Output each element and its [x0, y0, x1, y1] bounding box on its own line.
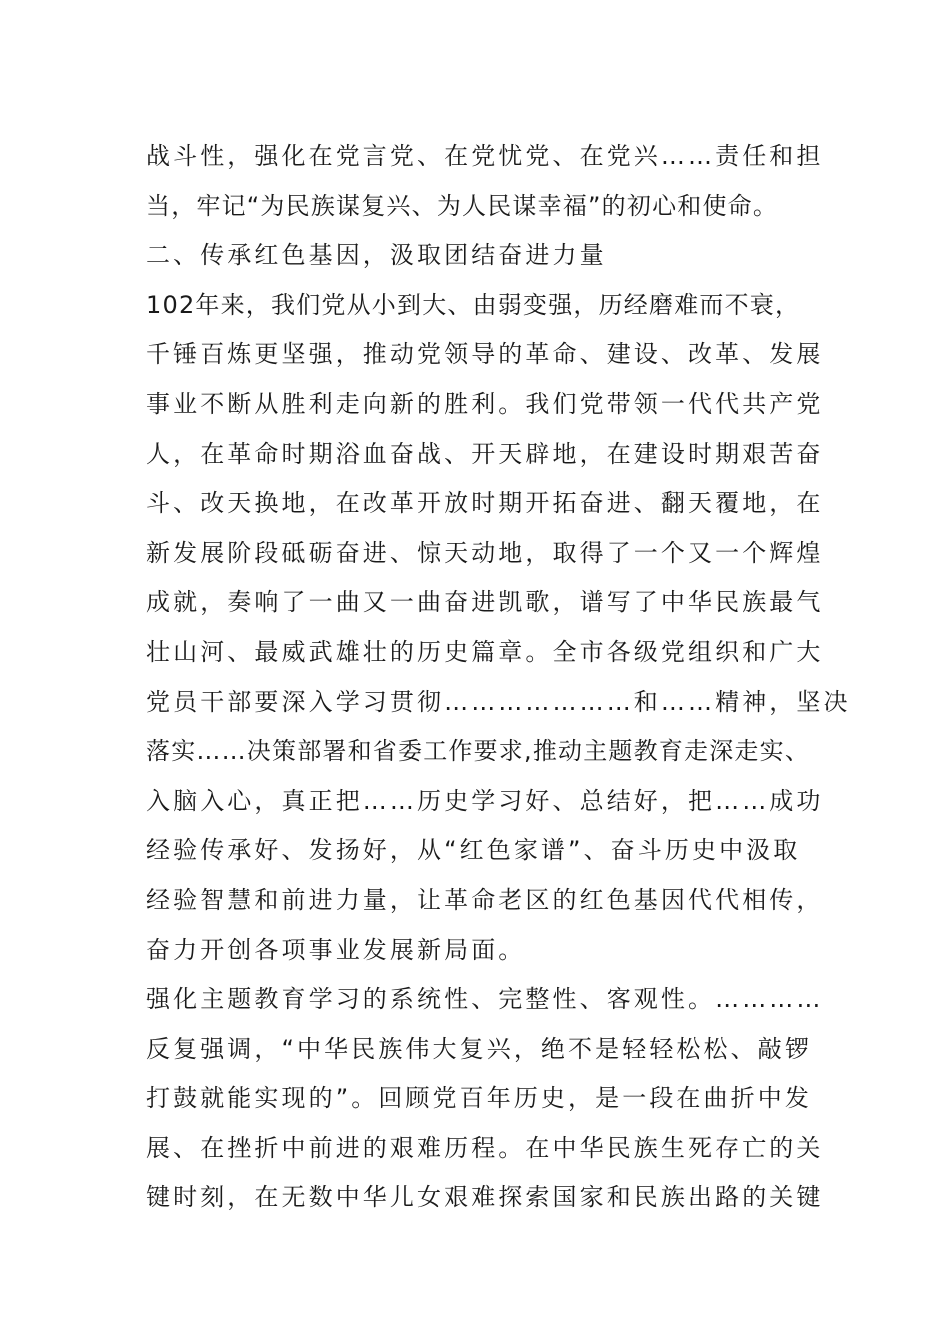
text-line-6: 事业不断从胜利走向新的胜利。我们党带领一代代共产党: [146, 389, 824, 418]
text-line-21: 展、在挫折中前进的艰难历程。在中华民族生死存亡的关: [146, 1133, 824, 1162]
text-line-22: 键时刻，在无数中华儿女艰难探索国家和民族出路的关键: [146, 1183, 824, 1212]
text-line-5: 千锤百炼更坚强，推动党领导的革命、建设、改革、发展: [146, 340, 824, 369]
section-heading: 二、传承红色基因，汲取团结奋进力量: [146, 241, 607, 270]
text-line-13: 落实……决策部署和省委工作要求,推动主题教育走深走实、: [146, 737, 811, 766]
text-line-11: 壮山河、最威武雄壮的历史篇章。全市各级党组织和广大: [146, 637, 824, 666]
text-line-19: 反复强调，“中华民族伟大复兴，绝不是轻轻松松、敲锣: [146, 1034, 812, 1063]
text-line-9: 新发展阶段砥砺奋进、惊天动地，取得了一个又一个辉煌: [146, 538, 824, 567]
text-line-2: 当，牢记“为民族谋复兴、为人民谋幸福”的初心和使命。: [146, 191, 779, 220]
text-line-12: 党员干部要深入学习贯彻…………………和……精神，坚决: [146, 687, 851, 716]
text-line-4: 102年来，我们党从小到大、由弱变强，历经磨难而不衰，: [146, 290, 801, 319]
text-line-17: 奋力开创各项事业发展新局面。: [146, 935, 526, 964]
text-line-15: 经验传承好、发扬好，从“红色家谱”、奋斗历史中汲取: [146, 836, 801, 865]
text-line-7: 人，在革命时期浴血奋战、开天辟地，在建设时期艰苦奋: [146, 439, 824, 468]
text-line-8: 斗、改天换地，在改革开放时期开拓奋进、翻天覆地，在: [146, 489, 824, 518]
text-line-18: 强化主题教育学习的系统性、完整性、客观性。…………: [146, 985, 824, 1014]
text-line-1: 战斗性，强化在党言党、在党忧党、在党兴……责任和担: [146, 142, 824, 170]
text-line-14: 入脑入心，真正把……历史学习好、总结好，把……成功: [146, 786, 824, 815]
text-line-10: 成就，奏响了一曲又一曲奋进凯歌，谱写了中华民族最气: [146, 588, 824, 617]
text-line-20: 打鼓就能实现的”。回顾党百年历史，是一段在曲折中发: [146, 1084, 812, 1113]
text-line-16: 经验智慧和前进力量，让革命老区的红色基因代代相传，: [146, 885, 824, 914]
body-text: [146, 132, 851, 1223]
